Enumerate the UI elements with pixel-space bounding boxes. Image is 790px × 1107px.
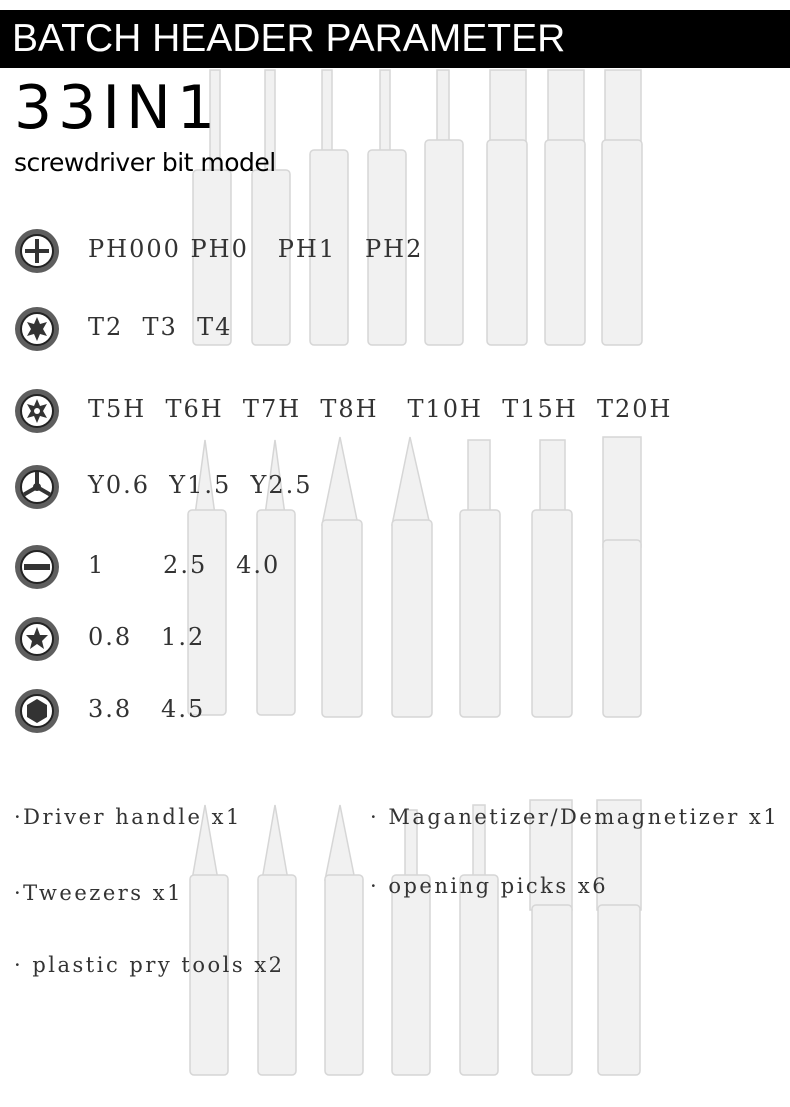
- bit-row-label: T2 T3 T4: [88, 313, 233, 341]
- bit-bot-7: [597, 800, 641, 1075]
- hex-icon: [12, 686, 62, 736]
- tri-wing-icon: [12, 462, 62, 512]
- bit-row-pentalobe: [12, 614, 772, 664]
- model-subtitle: screwdriver bit model: [14, 148, 276, 177]
- phillips-icon: [12, 226, 62, 276]
- bit-row-torx: [12, 304, 772, 354]
- banner-title: BATCH HEADER PARAMETER: [12, 17, 566, 60]
- bit-row-label: T5H T6H T7H T8H T10H T15H T20H: [88, 395, 673, 423]
- accessory-opening-picks: · opening picks x6: [370, 874, 609, 898]
- bit-row-hex: [12, 686, 772, 736]
- header-banner: [0, 10, 790, 68]
- accessory-tweezers: ·Tweezers x1: [14, 881, 183, 905]
- bit-row-label: 0.8 1.2: [88, 623, 206, 651]
- torx-security-icon: [12, 386, 62, 436]
- slotted-icon: [12, 542, 62, 592]
- bit-bot-2: [258, 805, 296, 1075]
- bit-row-torx-security: [12, 386, 772, 436]
- bit-bot-5: [460, 805, 498, 1075]
- bit-bot-4: [392, 810, 430, 1075]
- bit-row-label: Y0.6 Y1.5 Y2.5: [88, 471, 313, 499]
- bit-row-label: PH000 PH0 PH1 PH2: [88, 235, 424, 263]
- accessory-driver-handle: ·Driver handle x1: [14, 805, 242, 829]
- bit-bot-3: [325, 805, 363, 1075]
- model-name: 33IN1: [14, 73, 222, 143]
- pentalobe-icon: [12, 614, 62, 664]
- bit-row-label: 1 2.5 4.0: [88, 551, 281, 579]
- torx-icon: [12, 304, 62, 354]
- bit-row-phillips: [12, 226, 772, 276]
- bit-bot-1: [190, 805, 228, 1075]
- bit-row-label: 3.8 4.5: [88, 695, 206, 723]
- accessory-magnetizer: · Maganetizer/Demagnetizer x1: [370, 805, 780, 829]
- bit-bot-6: [530, 800, 572, 1075]
- bit-row-tri-wing: [12, 462, 772, 512]
- accessory-pry-tools: · plastic pry tools x2: [14, 953, 285, 977]
- bit-row-slotted: [12, 542, 772, 592]
